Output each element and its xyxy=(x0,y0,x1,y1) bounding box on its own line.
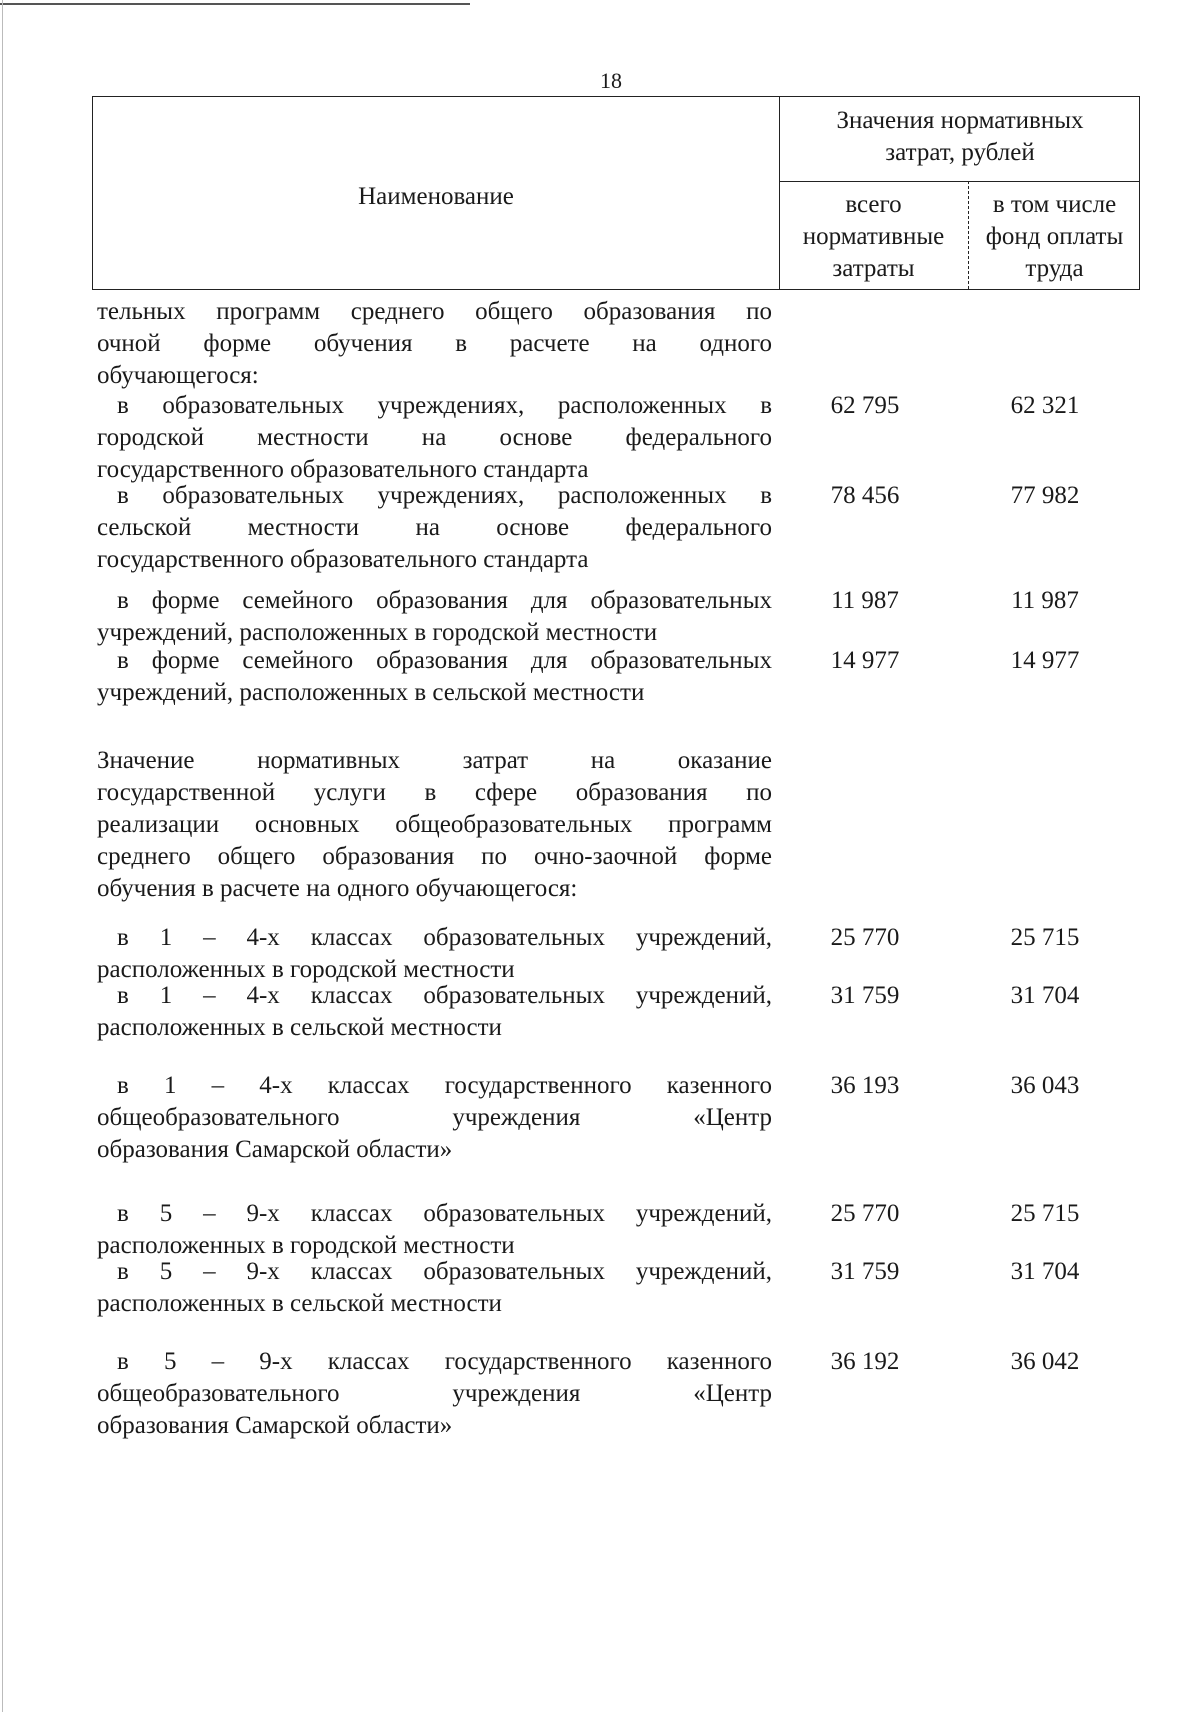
row-description-line: расположенных в городской местности xyxy=(97,1232,515,1259)
row-description-line: реализации основных общеобразовательных программ xyxy=(97,811,772,838)
row-description-line: в 1 – 4-х классах государственного казенного xyxy=(117,1072,772,1099)
row-description-line: расположенных в сельской местности xyxy=(97,1014,502,1041)
header-divider xyxy=(779,181,1139,182)
row-description xyxy=(97,922,772,986)
row-description-line: в 5 – 9-х классах образовательных учреждений, xyxy=(117,1258,772,1285)
wage-fund-value: 11 987 xyxy=(1011,587,1079,614)
row-description-line: общеобразовательного учреждения «Центр xyxy=(97,1380,772,1407)
total-cost-value: 11 987 xyxy=(831,587,899,614)
row-description-line: обучающегося: xyxy=(97,362,259,389)
total-cost-value: 36 193 xyxy=(830,1072,900,1099)
row-description-line: общеобразовательного учреждения «Центр xyxy=(97,1104,772,1131)
header-wage-column: в том числе фонд оплаты труда xyxy=(985,191,1124,282)
row-description xyxy=(97,585,772,649)
row-description xyxy=(97,1256,772,1320)
row-description xyxy=(97,1346,772,1442)
row-description-line: в 1 – 4-х классах образовательных учреждений, xyxy=(117,924,772,951)
row-description-line: в форме семейного образования для образовательных xyxy=(117,647,772,674)
total-cost-value: 25 770 xyxy=(830,924,900,951)
wage-fund-value: 62 321 xyxy=(1010,392,1080,419)
header-total-column: всего нормативные затраты xyxy=(802,191,945,282)
row-description-line: тельных программ среднего общего образования по xyxy=(97,298,772,325)
wage-fund-value: 25 715 xyxy=(1010,924,1080,951)
row-description-line: расположенных в городской местности xyxy=(97,956,515,983)
row-description-line: обучения в расчете на одного обучающегося: xyxy=(97,875,578,902)
table-header xyxy=(92,96,1140,290)
header-values-column: Значения нормативных затрат, рублей xyxy=(836,107,1084,166)
row-description xyxy=(97,645,772,709)
wage-fund-value: 14 977 xyxy=(1010,647,1080,674)
row-description-line: очной форме обучения в расчете на одного xyxy=(97,330,772,357)
row-description xyxy=(97,480,772,576)
row-description-line: расположенных в сельской местности xyxy=(97,1290,502,1317)
row-description xyxy=(97,980,772,1044)
total-cost-value: 25 770 xyxy=(830,1200,900,1227)
row-description-line: сельской местности на основе федерального xyxy=(97,514,772,541)
total-cost-value: 36 192 xyxy=(830,1348,900,1375)
row-description-line: в форме семейного образования для образовательных xyxy=(117,587,772,614)
row-description-line: городской местности на основе федерального xyxy=(97,424,772,451)
row-description-line: учреждений, расположенных в сельской местности xyxy=(97,679,645,706)
row-description-line: в образовательных учреждениях, расположенных в xyxy=(117,482,772,509)
wage-fund-value: 31 704 xyxy=(1010,1258,1080,1285)
row-description-line: в 1 – 4-х классах образовательных учреждений, xyxy=(117,982,772,1009)
row-description xyxy=(97,745,772,905)
row-description xyxy=(97,296,772,392)
page-number: 18 xyxy=(600,68,622,93)
row-description xyxy=(97,1198,772,1262)
row-description xyxy=(97,1070,772,1166)
total-cost-value: 78 456 xyxy=(830,482,900,509)
row-description-line: государственного образовательного стандарта xyxy=(97,456,589,483)
header-name-column: Наименование xyxy=(358,183,514,210)
row-description-line: среднего общего образования по очно-заочной форме xyxy=(97,843,772,870)
row-description-line: образования Самарской области» xyxy=(97,1412,453,1439)
scan-artifact-line xyxy=(0,3,470,5)
scan-artifact-edge xyxy=(2,0,3,1712)
row-description-line: учреждений, расположенных в городской местности xyxy=(97,619,658,646)
row-description-line: государственной услуги в сфере образования по xyxy=(97,779,772,806)
wage-fund-value: 36 043 xyxy=(1010,1072,1080,1099)
row-description-line: государственного образовательного стандарта xyxy=(97,546,589,573)
row-description xyxy=(97,390,772,486)
row-description-line: Значение нормативных затрат на оказание xyxy=(97,747,772,774)
wage-fund-value: 36 042 xyxy=(1010,1348,1080,1375)
row-description-line: образования Самарской области» xyxy=(97,1136,453,1163)
wage-fund-value: 25 715 xyxy=(1010,1200,1080,1227)
total-cost-value: 62 795 xyxy=(830,392,900,419)
wage-fund-value: 77 982 xyxy=(1010,482,1080,509)
total-cost-value: 14 977 xyxy=(830,647,900,674)
row-description-line: в 5 – 9-х классах государственного казенного xyxy=(117,1348,772,1375)
wage-fund-value: 31 704 xyxy=(1010,982,1080,1009)
total-cost-value: 31 759 xyxy=(830,982,900,1009)
row-description-line: в 5 – 9-х классах образовательных учреждений, xyxy=(117,1200,772,1227)
total-cost-value: 31 759 xyxy=(830,1258,900,1285)
row-description-line: в образовательных учреждениях, расположенных в xyxy=(117,392,772,419)
